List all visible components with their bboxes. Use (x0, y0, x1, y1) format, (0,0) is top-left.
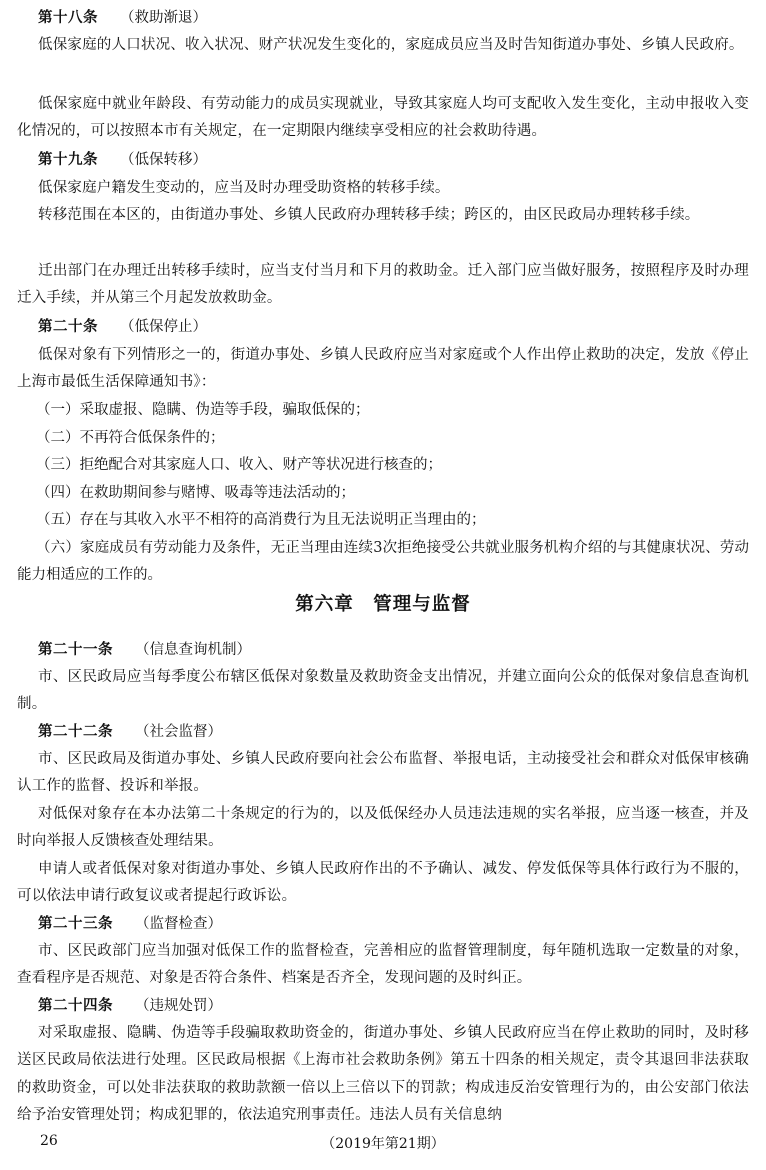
list-item: （一）采取虚报、隐瞒、伪造等手段，骗取低保的； (36, 402, 370, 418)
article-21-heading (38, 636, 251, 664)
issue-label: （2019年第21期） (321, 1136, 445, 1152)
paragraph: 对低保对象存在本办法第二十条规定的行为的，以及低保经办人员违法违规的实名举报，应当逐一核查，并及时向举报人反馈核查处理结果。 (17, 806, 749, 850)
article-number: 第二十一条 (38, 641, 113, 658)
paragraph: 低保对象有下列情形之一的，街道办事处、乡镇人民政府应当对家庭或个人作出停止救助的决定，发放《停止上海市最低生活保障通知书》： (17, 347, 749, 391)
article-topic: （低保转移） (120, 152, 207, 168)
article-number: 第二十二条 (38, 723, 113, 740)
paragraph: 低保家庭的人口状况、收入状况、财产状况发生变化的，家庭成员应当及时告知街道办事处、乡镇人民政府。 (38, 37, 744, 53)
article-topic: （信息查询机制） (135, 642, 251, 658)
article-topic: （救助渐退） (120, 10, 207, 26)
article-topic: （监督检查） (135, 916, 222, 932)
paragraph: 对采取虚报、隐瞒、伪造等手段骗取救助资金的，街道办事处、乡镇人民政府应当在停止救助的同时，及时移送区民政局依法进行处理。区民政局根据《上海市社会救助条例》第五十四条的相关规定，责令其退回非法获取的救助资金，可以处非法获取的救助款额一倍以上三倍以下的罚款；构成违反治安管理行为的，由公安部门依法给予治安管理处罚；构成犯罪的，依法追究刑事责任。违法人员有关信息纳 (17, 1025, 749, 1123)
article-number: 第二十三条 (38, 915, 113, 932)
article-topic: （违规处罚） (135, 998, 222, 1014)
article-topic: （低保停止） (120, 319, 207, 335)
article-24-heading (38, 992, 222, 1020)
article-number: 第二十条 (38, 318, 98, 335)
article-23-heading (38, 910, 222, 938)
article-22-heading (38, 718, 222, 746)
list-item: （五）存在与其收入水平不相符的高消费行为且无法说明正当理由的； (36, 512, 486, 528)
paragraph: 申请人或者低保对象对街道办事处、乡镇人民政府作出的不予确认、减发、停发低保等具体行政行为不服的，可以依法申请行政复议或者提起行政诉讼。 (17, 861, 749, 905)
list-item: （二）不再符合低保条件的； (36, 430, 225, 446)
article-topic: （社会监督） (135, 724, 222, 740)
list-item: （四）在救助期间参与赌博、吸毒等违法活动的； (36, 485, 355, 501)
paragraph: 迁出部门在办理迁出转移手续时，应当支付当月和下月的救助金。迁入部门应当做好服务，按照程序及时办理迁入手续，并从第三个月起发放救助金。 (17, 263, 749, 307)
article-number: 第二十四条 (38, 997, 113, 1014)
list-item: （六）家庭成员有劳动能力及条件，无正当理由连续3次拒绝接受公共就业服务机构介绍的与其健康状况、劳动能力相适应的工作的。 (17, 540, 749, 584)
paragraph: 低保家庭户籍发生变动的，应当及时办理受助资格的转移手续。 (38, 180, 450, 196)
article-number: 第十八条 (38, 9, 98, 26)
paragraph: 市、区民政局及街道办事处、乡镇人民政府要向社会公布监督、举报电话，主动接受社会和群众对低保审核确认工作的监督、投诉和举报。 (17, 751, 749, 795)
chapter-title: 第六章 管理与监督 (295, 594, 471, 615)
list-item: （三）拒绝配合对其家庭人口、收入、财产等状况进行核查的； (36, 457, 442, 473)
page-number: 26 (40, 1133, 58, 1149)
article-18-heading (38, 4, 207, 32)
paragraph: 低保家庭中就业年龄段、有劳动能力的成员实现就业，导致其家庭人均可支配收入发生变化，主动申报收入变化情况的，可以按照本市有关规定，在一定期限内继续享受相应的社会救助待遇。 (17, 96, 749, 140)
paragraph: 市、区民政部门应当加强对低保工作的监督检查，完善相应的监督管理制度，每年随机选取一定数量的对象，查看程序是否规范、对象是否符合条件、档案是否齐全，发现问题的及时纠正。 (17, 943, 749, 987)
article-19-heading (38, 146, 207, 174)
article-number: 第十九条 (38, 151, 98, 168)
paragraph: 市、区民政局应当每季度公布辖区低保对象数量及救助资金支出情况，并建立面向公众的低保对象信息查询机制。 (17, 669, 749, 713)
paragraph: 转移范围在本区的，由街道办事处、乡镇人民政府办理转移手续；跨区的，由区民政局办理转移手续。 (38, 207, 700, 223)
article-20-heading (38, 313, 207, 341)
